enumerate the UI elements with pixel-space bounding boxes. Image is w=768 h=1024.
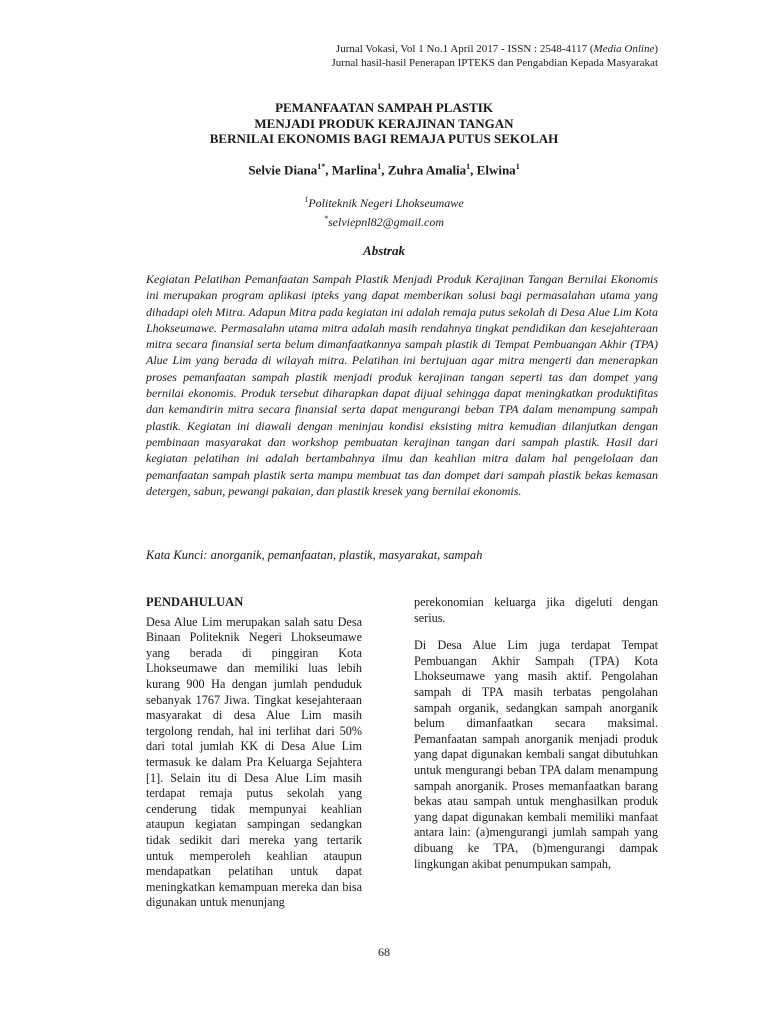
keywords: Kata Kunci: anorganik, pemanfaatan, plastik, masyarakat, sampah: [146, 548, 483, 562]
author-name: Zuhra Amalia: [387, 162, 467, 178]
affiliation-institution: $^1$Politeknik Negeri Lhokseumawe: [304, 195, 464, 210]
author-list: Selvie Diana$^{1*}$, Marlina$^1$, Zuhra Amalia$^1$, Elwina$^1$: [248, 162, 520, 178]
author-affiliation-mark: 1: [377, 162, 382, 171]
body-column-right: [414, 595, 658, 884]
media-online-label: Media Online: [593, 43, 655, 55]
affiliation-block: [0, 192, 768, 230]
title-line-1: PEMANFAATAN SAMPAH PLASTIK: [275, 100, 493, 115]
title-line-2: MENJADI PRODUK KERAJINAN TANGAN: [254, 115, 514, 131]
author-name: Elwina: [476, 162, 516, 178]
section-heading-pendahuluan: PENDAHULUAN: [146, 595, 244, 609]
journal-header-line2: Jurnal hasil-hasil Penerapan IPTEKS dan Pengabdian Kepada Masyarakat: [331, 57, 658, 69]
page-number: 68: [378, 945, 390, 959]
abstract-heading: Abstrak: [363, 243, 405, 258]
author-affiliation-mark: 1: [466, 162, 471, 171]
paper-title: [0, 100, 768, 147]
corresponding-email: *selviepnl82@gmail.com: [323, 214, 444, 229]
journal-header-line1: Jurnal Vokasi, Vol 1 No.1 April 2017 - ISSN : 2548-4117 (Media Online): [335, 43, 658, 55]
body-paragraph: Di Desa Alue Lim juga terdapat Tempat Pembuangan Akhir Sampah (TPA) Kota Lhokseumawe yang masih aktif. Pengolahan sampah di TPA masih terbatas pengolahan sampah organik, sedangkan sampah anorganik belum dimanfaatkan secara maksimal. Pemanfaatan sampah anorganik menjadi produk yang dapat digunakan kembali sangat dibutuhkan untuk mengurangi beban TPA dalam menampung sampah anorganik. Proses memanfaatkan barang bekas atau sampah untuk menghasilkan produk yang dapat digunakan kembali memiliki manfaat antara lain: (a)mengurangi jumlah sampah yang dibuang ke TPA, (b)mengurangi dampak lingkungan akibat penumpukan sampah,: [414, 638, 658, 871]
author-name: Selvie Diana: [248, 162, 318, 178]
title-line-3: BERNILAI EKONOMIS BAGI REMAJA PUTUS SEKOLAH: [209, 131, 559, 146]
body-paragraph: perekonomian keluarga jika digeluti dengan serius.: [414, 595, 658, 625]
author-name: Marlina: [331, 162, 378, 178]
abstract-text: Kegiatan Pelatihan Pemanfaatan Sampah Plastik Menjadi Produk Kerajinan Tangan Bernilai Ekonomis ini merupakan program aplikasi ipteks yang dapat memberikan solusi bagi permasalahan utama yang dihadapi oleh Mitra. Adapun Mitra pada kegiatan ini adalah remaja putus sekolah di Desa Alue Lim Kota Lhokseumawe. Permasalahn utama mitra adalah masih rendahnya tingkat pendidikan dan kesejahteraan mitra secara finansial serta belum dimanfaatkannya sampah plastik di Tempat Pembuangan Akhir (TPA) Alue Lim yang berada di wilayah mitra. Pelatihan ini bertujuan agar mitra mengerti dan menerapkan proses pemanfaatan sampah plastik menjadi produk kerajinan tangan seperti tas dan dompet yang bernilai ekonomis. Produk tersebut diharapkan dapat dijual sehingga dapat meningkatkan produktifitas dan kemandirin mitra secara finansial serta dapat mengurangi beban TPA dalam menampung sampah plastik. Kegiatan ini diawali dengan meninjau kondisi eksisting mitra kemudian dilanjutkan dengan pembinaan masyarakat dan workshop pembuatan kerajinan tangan dari sampah plastik. Hasil dari kegiatan pelatihan ini adalah bertambahnya ilmu dan keahlian mitra dalam hal pengelolaan dan pemanfaatan sampah plastik serta mampu membuat tas dan dompet dari sampah plastik bekas kemasan detergen, sabun, pewangi pakaian, dan plastik kresek yang bernilai ekonomis.: [146, 272, 658, 498]
author-affiliation-mark: 1: [515, 162, 520, 171]
body-column-left: [146, 595, 362, 923]
author-affiliation-mark: 1*: [317, 162, 326, 171]
body-paragraph: Desa Alue Lim merupakan salah satu Desa Binaan Politeknik Negeri Lhokseumawe yang berada di pinggiran Kota Lhokseumawe dan memiliki luas lebih kurang 900 Ha dengan jumlah penduduk sebanyak 1767 Jiwa. Tingkat kesejahteraan masyarakat di desa Alue Lim masih tergolong rendah, hal ini terlihat dari 50% dari total jumlah KK di Desa Alue Lim termasuk ke dalam Pra Keluarga Sejahtera [1]. Selain itu di Desa Alue Lim masih terdapat remaja putus sekolah yang cenderung tidak mempunyai keahlian ataupun kegiatan sampingan sedangkan tidak sedikit dari mereka yang tertarik untuk memperoleh keahlian ataupun mendapatkan pelatihan untuk dapat meningkatkan kemampuan mereka dan bisa digunakan untuk menunjang: [146, 614, 362, 910]
journal-header: [331, 42, 658, 70]
